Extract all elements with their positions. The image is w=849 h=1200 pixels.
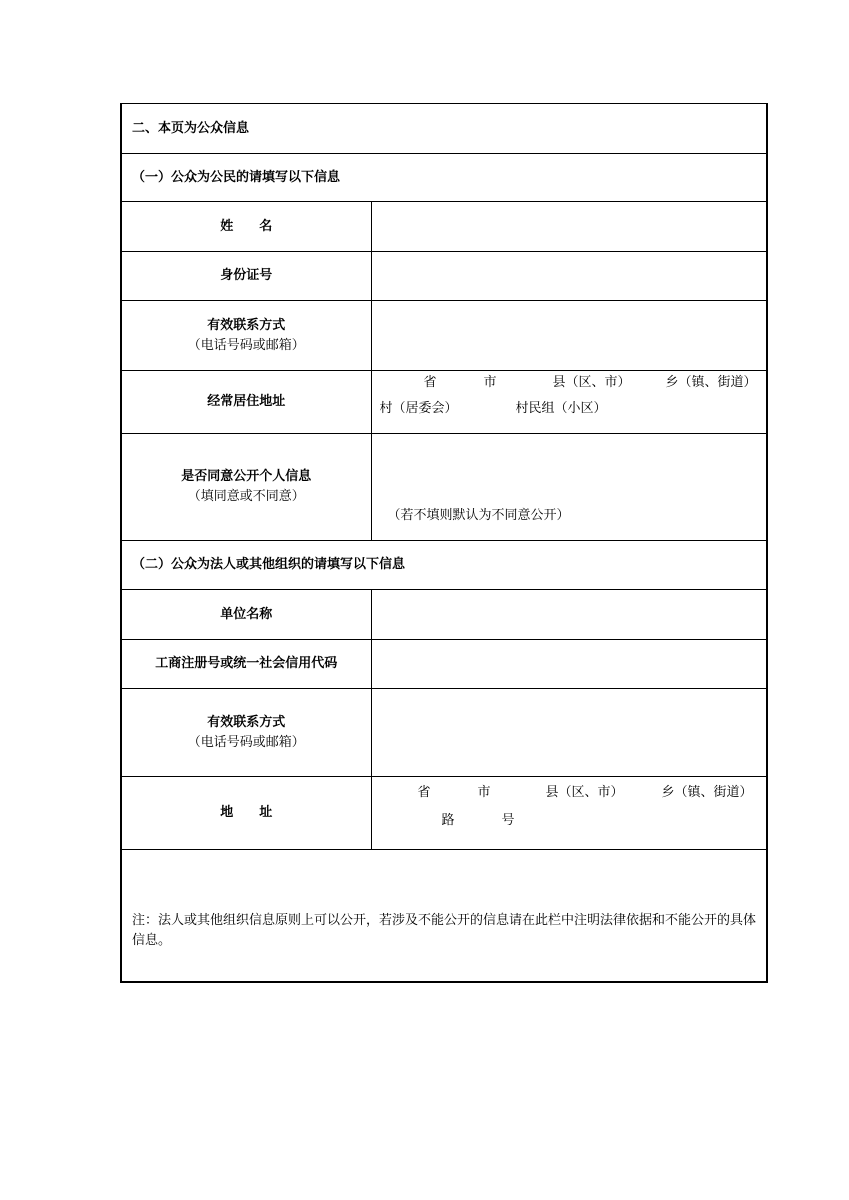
- citizen-heading: （一）公众为公民的请填写以下信息: [121, 154, 767, 202]
- section-title: 二、本页为公众信息: [121, 104, 767, 154]
- id-label-cell: [121, 252, 371, 301]
- contact-sublabel: （电话号码或邮箱）: [187, 337, 305, 353]
- org-contact-field[interactable]: [371, 689, 767, 777]
- org-addr-road: 路: [441, 813, 455, 828]
- consent-default-note: （若不填则默认为不同意公开）: [387, 508, 570, 523]
- unit-name-field[interactable]: [371, 590, 767, 640]
- addr-group: 村民组（小区）: [515, 401, 607, 416]
- reg-label-cell: [121, 640, 371, 689]
- addr-province: 省: [423, 375, 437, 390]
- org-addr-city: 市: [477, 785, 491, 800]
- unit-label: 单位名称: [220, 606, 273, 622]
- contact-field[interactable]: [371, 301, 767, 371]
- consent-label: 是否同意公开个人信息: [181, 469, 312, 484]
- org-contact-label: 有效联系方式: [207, 714, 286, 730]
- org-contact-sublabel: （电话号码或邮箱）: [187, 734, 305, 750]
- addr-city: 市: [483, 375, 497, 390]
- public-info-form: [120, 103, 768, 983]
- consent-field[interactable]: [371, 434, 767, 541]
- name-label-cell: [121, 202, 371, 252]
- name-label: 姓 名: [220, 218, 273, 234]
- name-field[interactable]: [371, 202, 767, 252]
- org-addr-county: 县（区、市）: [545, 785, 624, 800]
- contact-label: 有效联系方式: [207, 317, 286, 333]
- org-addr-number: 号: [501, 813, 515, 828]
- org-addr-town: 乡（镇、街道）: [661, 785, 753, 800]
- addr-county: 县（区、市）: [552, 375, 631, 390]
- id-label: 身份证号: [220, 268, 273, 283]
- consent-sublabel: （填同意或不同意）: [187, 489, 305, 504]
- reg-label: 工商注册号或统一社会信用代码: [155, 656, 338, 671]
- reg-number-field[interactable]: [371, 640, 767, 689]
- id-number-field[interactable]: [371, 252, 767, 301]
- org-addr-province: 省: [417, 785, 431, 800]
- org-heading: （二）公众为法人或其他组织的请填写以下信息: [121, 541, 767, 590]
- org-address-label-cell: [121, 777, 371, 850]
- org-contact-label-cell: [121, 689, 371, 777]
- addr-village: 村（居委会）: [379, 401, 458, 416]
- org-address-label: 地 址: [220, 805, 273, 820]
- unit-label-cell: [121, 590, 371, 640]
- address-label: 经常居住地址: [207, 394, 286, 409]
- consent-label-cell: [121, 434, 371, 541]
- addr-town: 乡（镇、街道）: [665, 375, 757, 390]
- residence-address-field[interactable]: [371, 371, 767, 434]
- address-label-cell: [121, 371, 371, 434]
- contact-label-cell: [121, 301, 371, 371]
- org-address-field[interactable]: [371, 777, 767, 850]
- org-note: 注：法人或其他组织信息原则上可以公开，若涉及不能公开的信息请在此栏中注明法律依据和不能公开的具体信息。: [121, 850, 767, 982]
